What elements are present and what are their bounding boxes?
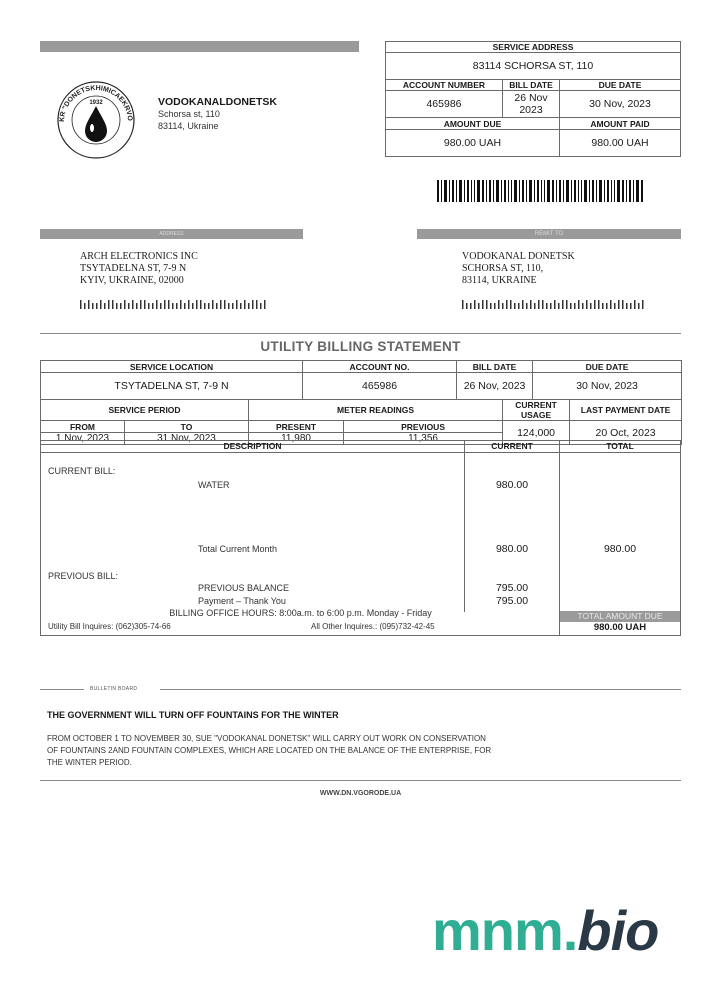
service-summary-table bbox=[385, 41, 681, 157]
total-label: TOTAL bbox=[606, 441, 634, 451]
inquiries-left: Utility Bill Inquires: (062)305-74-66 bbox=[48, 622, 171, 631]
account-number-label: ACCOUNT NUMBER bbox=[386, 80, 503, 91]
statement-bill-date-label: BILL DATE bbox=[457, 361, 533, 373]
remit-postal-barcode bbox=[462, 296, 648, 314]
previous-balance-amount: 795.00 bbox=[495, 582, 529, 594]
current-usage: 124,000 bbox=[503, 421, 570, 445]
bulletin-line3: THE WINTER PERIOD. bbox=[47, 758, 132, 767]
service-address-label: SERVICE ADDRESS bbox=[386, 42, 681, 53]
to-label: TO bbox=[125, 421, 249, 433]
remit-line3: 83114, UKRAINE bbox=[462, 275, 537, 286]
current-usage-label: CURRENT USAGE bbox=[503, 400, 570, 421]
service-location: TSYTADELNA ST, 7-9 N bbox=[41, 373, 303, 400]
payment-label: Payment – Thank You bbox=[198, 596, 286, 606]
last-payment: 20 Oct, 2023 bbox=[570, 421, 682, 445]
previous-reading: 11,356 bbox=[344, 433, 503, 445]
company-address-line1: Schorsa st, 110 bbox=[158, 109, 220, 119]
current-label: CURRENT bbox=[491, 441, 533, 451]
account-no: 465986 bbox=[303, 373, 457, 400]
logo-text: KR "DONETSKHIMICAEKRVO bbox=[58, 84, 134, 123]
remit-label: REMIT TO bbox=[534, 231, 564, 237]
last-payment-label: LAST PAYMENT DATE bbox=[570, 400, 682, 421]
remit-line2: SCHORSA ST, 110, bbox=[462, 263, 544, 274]
company-logo bbox=[50, 72, 142, 164]
water-label: WATER bbox=[198, 480, 230, 490]
address-line1: ARCH ELECTRONICS INC bbox=[80, 251, 198, 262]
remit-header-bar bbox=[417, 229, 681, 239]
meter-readings-label: METER READINGS bbox=[249, 400, 503, 421]
from-label: FROM bbox=[41, 421, 125, 433]
bulletin-line1: FROM OCTOBER 1 TO NOVEMBER 30, SUE "VODOKANAL DONETSK" WILL CARRY OUT WORK ON CONSERVATION bbox=[47, 734, 486, 743]
present-label: PRESENT bbox=[249, 421, 344, 433]
period-from: 1 Nov, 2023 bbox=[41, 433, 125, 445]
payment-amount: 795.00 bbox=[495, 595, 529, 607]
remit-line1: VODOKANAL DONETSK bbox=[462, 251, 575, 262]
watermark-logo bbox=[432, 896, 658, 966]
statement-info-table bbox=[40, 360, 682, 445]
address-line2: TSYTADELNA ST, 7-9 N bbox=[80, 263, 187, 274]
service-period-label: SERVICE PERIOD bbox=[41, 400, 249, 421]
total-amount-due: 980.00 UAH bbox=[593, 622, 647, 633]
current-bill-label: CURRENT BILL: bbox=[48, 466, 116, 476]
account-number: 465986 bbox=[386, 91, 503, 118]
service-address: 83114 SCHORSA ST, 110 bbox=[386, 53, 681, 80]
total-amount-due-label: TOTAL AMOUNT DUE bbox=[560, 611, 680, 622]
amount-due-label: AMOUNT DUE bbox=[386, 118, 560, 130]
bill-date-year: 2023 bbox=[519, 104, 543, 116]
company-address-line2: 83114, Ukraine bbox=[158, 121, 219, 131]
total-current-total: 980.00 bbox=[603, 543, 637, 555]
statement-bill-date: 26 Nov, 2023 bbox=[457, 373, 533, 400]
service-location-label: SERVICE LOCATION bbox=[41, 361, 303, 373]
main-barcode bbox=[437, 180, 643, 202]
logo-year: 1932 bbox=[89, 100, 103, 106]
total-current-label: Total Current Month bbox=[198, 544, 278, 554]
divider bbox=[40, 333, 681, 334]
statement-due-date-label: DUE DATE bbox=[533, 361, 682, 373]
statement-title: UTILITY BILLING STATEMENT bbox=[260, 339, 461, 354]
description-label: DESCRIPTION bbox=[223, 441, 282, 451]
bulletin-headline: THE GOVERNMENT WILL TURN OFF FOUNTAINS FOR THE WINTER bbox=[47, 710, 339, 720]
address-label: ADDRESS bbox=[159, 231, 184, 237]
bill-date-label: BILL DATE bbox=[503, 80, 560, 91]
previous-label: PREVIOUS bbox=[344, 421, 503, 433]
address-postal-barcode bbox=[80, 296, 270, 314]
amount-paid-label: AMOUNT PAID bbox=[560, 118, 681, 130]
previous-balance-label: PREVIOUS BALANCE bbox=[198, 583, 290, 593]
inquiries-right: All Other Inquires.: (095)732-42-45 bbox=[311, 622, 435, 631]
website: WWW.DN.VGORODE.UA bbox=[319, 790, 402, 797]
period-to: 31 Nov, 2023 bbox=[125, 433, 249, 445]
office-hours: BILLING OFFICE HOURS: 8:00a.m. to 6:00 p.m. Monday - Friday bbox=[169, 608, 432, 618]
present-reading: 11,980 bbox=[249, 433, 344, 445]
due-date: 30 Nov, 2023 bbox=[560, 91, 681, 118]
previous-bill-label: PREVIOUS BILL: bbox=[48, 571, 119, 581]
company-name: VODOKANALDONETSK bbox=[158, 96, 278, 108]
statement-due-date: 30 Nov, 2023 bbox=[533, 373, 682, 400]
address-header-bar bbox=[40, 229, 303, 239]
account-no-label: ACCOUNT NO. bbox=[303, 361, 457, 373]
charges-table bbox=[40, 440, 681, 636]
bulletin-label: BULLETIN BOARD bbox=[90, 686, 138, 692]
water-amount: 980.00 bbox=[495, 479, 529, 491]
due-date-label: DUE DATE bbox=[560, 80, 681, 91]
watermark-suffix: bio bbox=[577, 899, 659, 962]
bill-date-day: 26 Nov bbox=[514, 92, 548, 104]
total-current-amount: 980.00 bbox=[495, 543, 529, 555]
bulletin-line2: OF FOUNTAINS 2AND FOUNTAIN COMPLEXES, WHICH ARE LOCATED ON THE BALANCE OF THE ENTERPRISE, FOR bbox=[47, 746, 492, 755]
header-bar bbox=[40, 41, 359, 52]
watermark-main: mnm. bbox=[432, 899, 578, 962]
amount-due: 980.00 UAH bbox=[386, 130, 560, 157]
address-line3: KYIV, UKRAINE, 02000 bbox=[80, 275, 184, 286]
amount-paid: 980.00 UAH bbox=[560, 130, 681, 157]
